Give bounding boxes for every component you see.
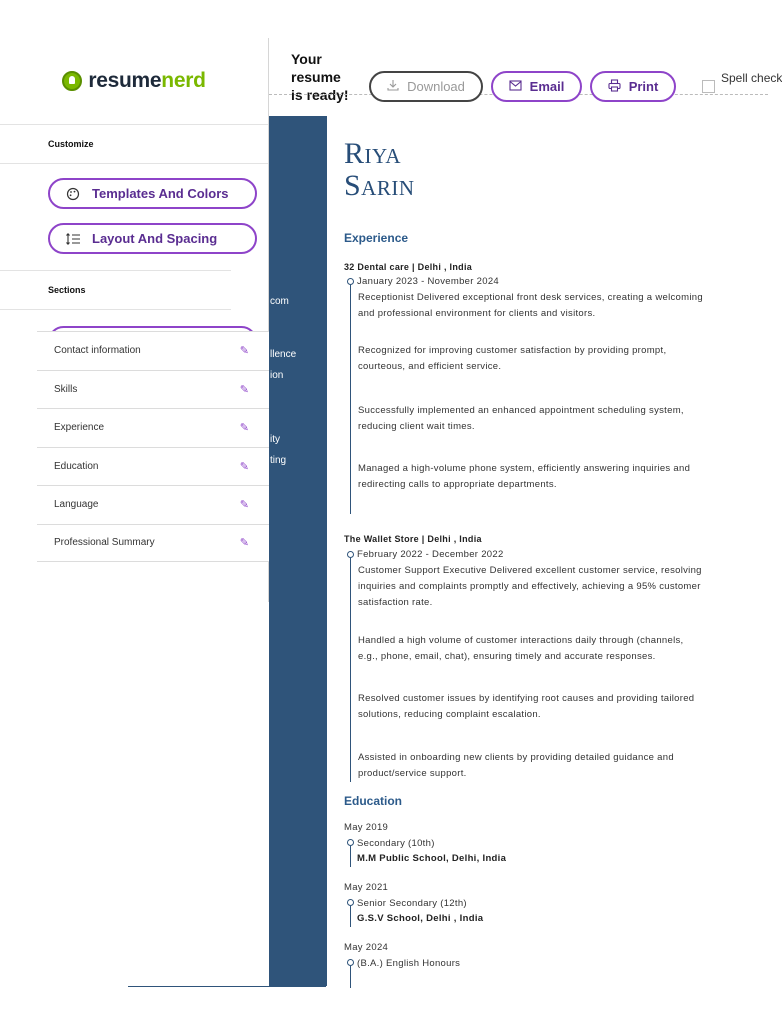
templates-and-colors-label: Templates And Colors [92, 186, 229, 201]
job-company: 32 Dental care | Delhi , India [344, 262, 473, 272]
job-line: Receptionist Delivered exceptional front desk services, creating a welcoming [358, 292, 703, 303]
section-item-label: Experience [54, 422, 105, 434]
education-degree: Senior Secondary (12th) [357, 898, 467, 909]
section-item-label: Language [54, 499, 99, 511]
job-line: Recognized for improving customer satisfaction by providing prompt, [358, 345, 667, 356]
top-bar [269, 38, 782, 116]
resume-name [344, 138, 415, 202]
envelope-icon [509, 79, 522, 94]
layout-and-spacing-label: Layout And Spacing [92, 231, 218, 246]
ready-message: Your resume is ready! [291, 51, 349, 103]
education-date: May 2021 [344, 882, 389, 893]
education-school: G.S.V School, Delhi , India [357, 913, 484, 924]
job-line: satisfaction rate. [358, 597, 433, 608]
education-date: May 2024 [344, 942, 389, 953]
education-school: M.M Public School, Delhi, India [357, 853, 507, 864]
experience-heading: Experience [344, 231, 409, 245]
timeline-line [350, 285, 351, 514]
contact-fragment: com [270, 296, 289, 307]
pencil-icon[interactable]: ✎ [239, 499, 249, 512]
logo-text-resume: resume [88, 69, 162, 92]
pencil-icon[interactable]: ✎ [239, 537, 249, 550]
job-line: Managed a high-volume phone system, efficiently answering inquiries and [358, 463, 691, 474]
logo-text-nerd: nerd [161, 69, 206, 92]
section-item-contact-information[interactable] [37, 331, 269, 370]
download-label: Download [407, 79, 465, 94]
section-item-experience[interactable] [37, 408, 269, 447]
job-dates: February 2022 - December 2022 [357, 549, 504, 560]
timeline-pin-icon [347, 551, 354, 558]
logo[interactable] [0, 38, 268, 124]
job-line: e.g., phone, email, chat), ensuring timely and accurate responses. [358, 651, 656, 662]
timeline-pin-icon [347, 959, 354, 966]
job-line: solutions, reducing complaint escalation. [358, 709, 541, 720]
job-line: courteous, and efficient service. [358, 361, 502, 372]
section-item-language[interactable] [37, 485, 269, 524]
resume-last-name: Sarin [344, 169, 415, 202]
logo-text [88, 69, 205, 93]
timeline-line [350, 558, 351, 782]
resume-first-name: Riya [344, 137, 402, 170]
layout-and-spacing-button[interactable] [48, 223, 257, 254]
section-item-education[interactable] [37, 447, 269, 486]
section-item-label: Education [54, 460, 99, 472]
sections-list [37, 331, 269, 562]
job-line: and professional environment for clients and visitors. [358, 308, 596, 319]
timeline-line [350, 846, 351, 867]
print-label: Print [628, 79, 659, 94]
spell-check-label: Spell check [721, 71, 782, 85]
skill-fragment: ting [270, 455, 287, 466]
timeline-pin-icon [347, 278, 354, 285]
skill-fragment: llence [270, 349, 297, 360]
print-button[interactable] [590, 71, 676, 102]
job-line: reducing client wait times. [358, 421, 475, 432]
section-item-label: Contact information [54, 345, 141, 357]
education-degree: (B.A.) English Honours [357, 958, 461, 969]
job-line: redirecting calls to appropriate departments. [358, 479, 557, 490]
footer-divider [128, 986, 326, 987]
spell-check-checkbox[interactable] [702, 80, 715, 93]
job-line: Customer Support Executive Delivered excellent customer service, resolving [358, 565, 702, 576]
email-label: Email [529, 79, 565, 94]
job-line: Resolved customer issues by identifying root causes and providing tailored [358, 693, 695, 704]
section-item-skills[interactable] [37, 370, 269, 409]
section-item-professional-summary[interactable] [37, 524, 269, 563]
download-icon [387, 79, 399, 94]
job-dates: January 2023 - November 2024 [357, 276, 500, 287]
sections-heading: Sections [0, 270, 231, 310]
templates-and-colors-button[interactable] [48, 178, 257, 209]
timeline-line [350, 966, 351, 988]
education-date: May 2019 [344, 822, 389, 833]
download-button[interactable] [369, 71, 483, 102]
job-line: Assisted in onboarding new clients by providing detailed guidance and [358, 752, 674, 763]
pencil-icon[interactable]: ✎ [239, 460, 249, 473]
education-heading: Education [344, 794, 403, 808]
timeline-pin-icon [347, 899, 354, 906]
layout-spacing-icon [66, 232, 80, 246]
logo-icon [62, 71, 82, 91]
pencil-icon[interactable]: ✎ [239, 345, 249, 358]
timeline-line [350, 906, 351, 927]
job-line: Handled a high volume of customer interactions daily through (channels, [358, 635, 684, 646]
timeline-pin-icon [347, 839, 354, 846]
palette-icon [66, 187, 80, 201]
resume-sidebar-column [269, 116, 327, 986]
email-button[interactable] [491, 71, 582, 102]
printer-icon [608, 79, 621, 95]
skill-fragment: ity [270, 434, 280, 445]
section-item-label: Skills [54, 383, 78, 395]
customize-heading: Customize [0, 124, 268, 164]
resume-preview [327, 116, 768, 1024]
skill-fragment: ion [270, 370, 284, 381]
section-item-label: Professional Summary [54, 537, 155, 549]
job-line: product/service support. [358, 768, 467, 779]
job-company: The Wallet Store | Delhi , India [344, 534, 482, 544]
job-line: inquiries and complaints promptly and effectively, achieving a 95% customer [358, 581, 701, 592]
pencil-icon[interactable]: ✎ [239, 422, 249, 435]
education-degree: Secondary (10th) [357, 838, 435, 849]
job-line: Successfully implemented an enhanced appointment scheduling system, [358, 405, 684, 416]
pencil-icon[interactable]: ✎ [239, 383, 249, 396]
